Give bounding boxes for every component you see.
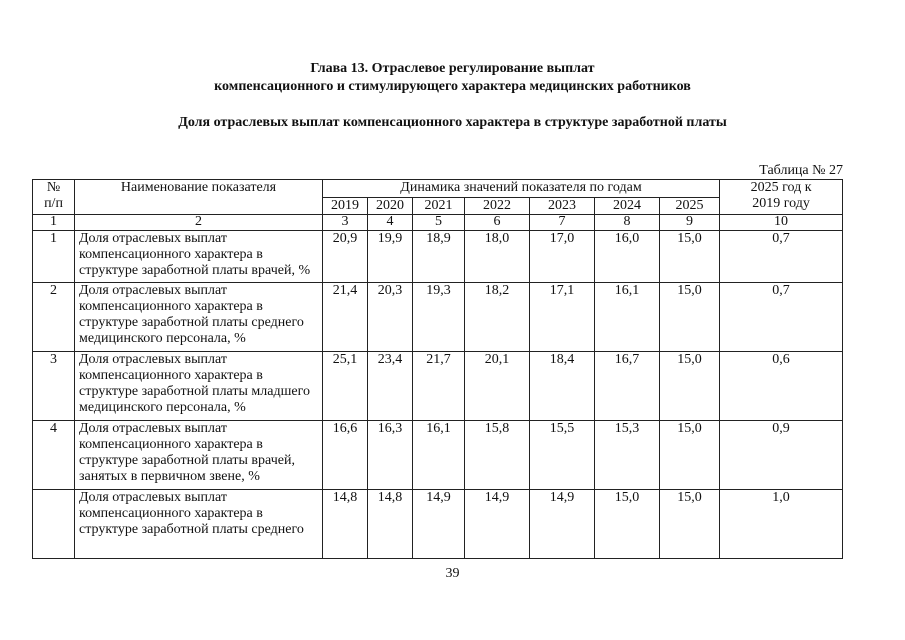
indicator-name-line: Доля отраслевых выплат [79,283,228,298]
table-row [33,231,843,283]
indicator-name [75,231,323,283]
indicator-name-line: компенсационного характера в [79,368,263,383]
header-num-line1: № [46,180,61,195]
value-cell: 15,0 [660,490,720,559]
header-change-line1: 2025 год к [750,180,812,195]
value-cell: 18,2 [465,283,530,352]
value-cell: 16,3 [368,421,413,490]
indicator-name-line: структуре заработной платы врачей, [79,453,295,468]
column-number: 6 [465,215,530,231]
indicator-name-line: структуре заработной платы врачей, % [79,263,311,278]
header-year: 2024 [595,198,660,215]
value-cell: 18,4 [530,352,595,421]
indicator-name [75,490,323,559]
value-cell: 16,1 [413,421,465,490]
value-cell: 23,4 [368,352,413,421]
indicator-name-line: Доля отраслевых выплат [79,231,228,246]
indicator-name-line: компенсационного характера в [79,506,263,521]
value-cell: 15,5 [530,421,595,490]
change-cell: 0,7 [720,283,843,352]
value-cell: 15,0 [660,421,720,490]
value-cell: 14,9 [530,490,595,559]
header-year: 2022 [465,198,530,215]
column-number: 1 [33,215,75,231]
page-number: 39 [445,566,460,581]
change-cell: 0,7 [720,231,843,283]
data-table [32,179,843,559]
table-row [33,283,843,352]
value-cell: 16,6 [323,421,368,490]
change-cell: 0,6 [720,352,843,421]
value-cell: 16,0 [595,231,660,283]
indicator-name [75,352,323,421]
row-number: 1 [33,231,75,283]
indicator-name-line: занятых в первичном звене, % [79,469,260,484]
value-cell: 14,8 [323,490,368,559]
value-cell: 14,8 [368,490,413,559]
value-cell: 17,1 [530,283,595,352]
table-number-label: Таблица № 27 [759,163,843,178]
header-year: 2019 [323,198,368,215]
header-year: 2025 [660,198,720,215]
column-number: 8 [595,215,660,231]
change-cell: 0,9 [720,421,843,490]
value-cell: 25,1 [323,352,368,421]
indicator-name-line: Доля отраслевых выплат [79,352,228,367]
indicator-name-line: компенсационного характера в [79,437,263,452]
header-indicator: Наименование показателя [75,180,323,215]
column-number: 7 [530,215,595,231]
indicator-name-line: структуре заработной платы младшего [79,384,311,399]
table-row [33,490,843,559]
indicator-name-line: медицинского персонала, % [79,331,246,346]
table-row [33,421,843,490]
value-cell: 15,3 [595,421,660,490]
indicator-name-line: компенсационного характера в [79,247,263,262]
change-cell: 1,0 [720,490,843,559]
value-cell: 15,0 [595,490,660,559]
indicator-name-line: структуре заработной платы среднего [79,315,304,330]
value-cell: 21,7 [413,352,465,421]
indicator-name-line: медицинского персонала, % [79,400,246,415]
column-number: 5 [413,215,465,231]
header-change-cell [720,180,843,215]
table-subtitle: Доля отраслевых выплат компенсационного характера в структуре заработной платы [178,115,727,130]
value-cell: 19,9 [368,231,413,283]
header-year: 2020 [368,198,413,215]
value-cell: 16,7 [595,352,660,421]
value-cell: 15,0 [660,231,720,283]
value-cell: 15,0 [660,352,720,421]
value-cell: 20,9 [323,231,368,283]
value-cell: 16,1 [595,283,660,352]
column-number-row [33,215,843,231]
chapter-title-line1: Глава 13. Отраслевое регулирование выплат [310,61,595,76]
indicator-name [75,283,323,352]
column-number: 10 [720,215,843,231]
value-cell: 18,9 [413,231,465,283]
header-num-line2: п/п [44,196,63,211]
value-cell: 14,9 [413,490,465,559]
header-num-cell [33,180,75,215]
header-change-line2: 2019 году [752,196,810,211]
column-number: 9 [660,215,720,231]
indicator-name-line: Доля отраслевых выплат [79,490,228,505]
column-number: 3 [323,215,368,231]
header-dynamics: Динамика значений показателя по годам [323,180,720,198]
value-cell: 15,0 [660,283,720,352]
row-number: 4 [33,421,75,490]
row-number: 3 [33,352,75,421]
value-cell: 14,9 [465,490,530,559]
header-year: 2023 [530,198,595,215]
value-cell: 15,8 [465,421,530,490]
indicator-name-line: структуре заработной платы среднего [79,522,304,537]
row-number: 2 [33,283,75,352]
chapter-title-line2: компенсационного и стимулирующего характера медицинских работников [214,79,691,94]
row-number [33,490,75,559]
value-cell: 21,4 [323,283,368,352]
column-number: 4 [368,215,413,231]
value-cell: 19,3 [413,283,465,352]
column-number: 2 [75,215,323,231]
value-cell: 18,0 [465,231,530,283]
value-cell: 20,3 [368,283,413,352]
value-cell: 17,0 [530,231,595,283]
indicator-name-line: компенсационного характера в [79,299,263,314]
header-row-1 [33,180,843,198]
indicator-name-line: Доля отраслевых выплат [79,421,228,436]
table-row [33,352,843,421]
indicator-name [75,421,323,490]
header-year: 2021 [413,198,465,215]
value-cell: 20,1 [465,352,530,421]
